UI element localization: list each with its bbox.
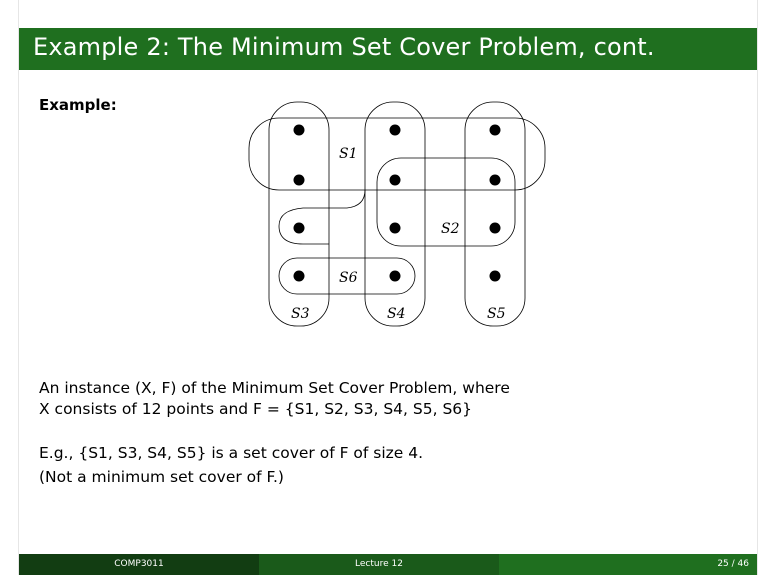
point <box>390 175 401 186</box>
footer-course: COMP3011 <box>19 554 259 575</box>
footer-page-number: 25 / 46 <box>717 559 749 569</box>
label-s2: S2 <box>441 221 460 237</box>
point <box>294 175 305 186</box>
set-cover-figure <box>219 96 559 336</box>
set-s5-outline <box>465 102 525 326</box>
footer-lecture: Lecture 12 <box>259 554 499 575</box>
set-connector-curve <box>279 190 365 244</box>
point <box>490 175 501 186</box>
point <box>390 125 401 136</box>
label-s5: S5 <box>487 306 506 322</box>
point <box>390 223 401 234</box>
instance-line-2: X consists of 12 points and F = {S1, S2, S3, S4, S5, S6} <box>39 400 473 418</box>
footer <box>19 554 757 575</box>
point <box>490 223 501 234</box>
footer-page-segment <box>499 554 757 575</box>
not-minimum-line: (Not a minimum set cover of F.) <box>39 468 284 486</box>
title-bar <box>19 28 757 70</box>
example-cover-line: E.g., {S1, S3, S4, S5} is a set cover of F of size 4. <box>39 444 424 462</box>
label-s6: S6 <box>339 270 358 286</box>
point <box>294 223 305 234</box>
instance-line-1: An instance (X, F) of the Minimum Set Cover Problem, where <box>39 379 510 397</box>
slide <box>18 0 758 575</box>
label-s1: S1 <box>339 146 358 162</box>
point <box>490 125 501 136</box>
point <box>294 271 305 282</box>
set-s3-outline <box>269 102 329 326</box>
set-s4-outline <box>365 102 425 326</box>
point <box>294 125 305 136</box>
label-s3: S3 <box>291 306 310 322</box>
point <box>390 271 401 282</box>
example-label: Example: <box>39 96 117 114</box>
label-s4: S4 <box>387 306 406 322</box>
point <box>490 271 501 282</box>
slide-title: Example 2: The Minimum Set Cover Problem, cont. <box>33 33 655 61</box>
